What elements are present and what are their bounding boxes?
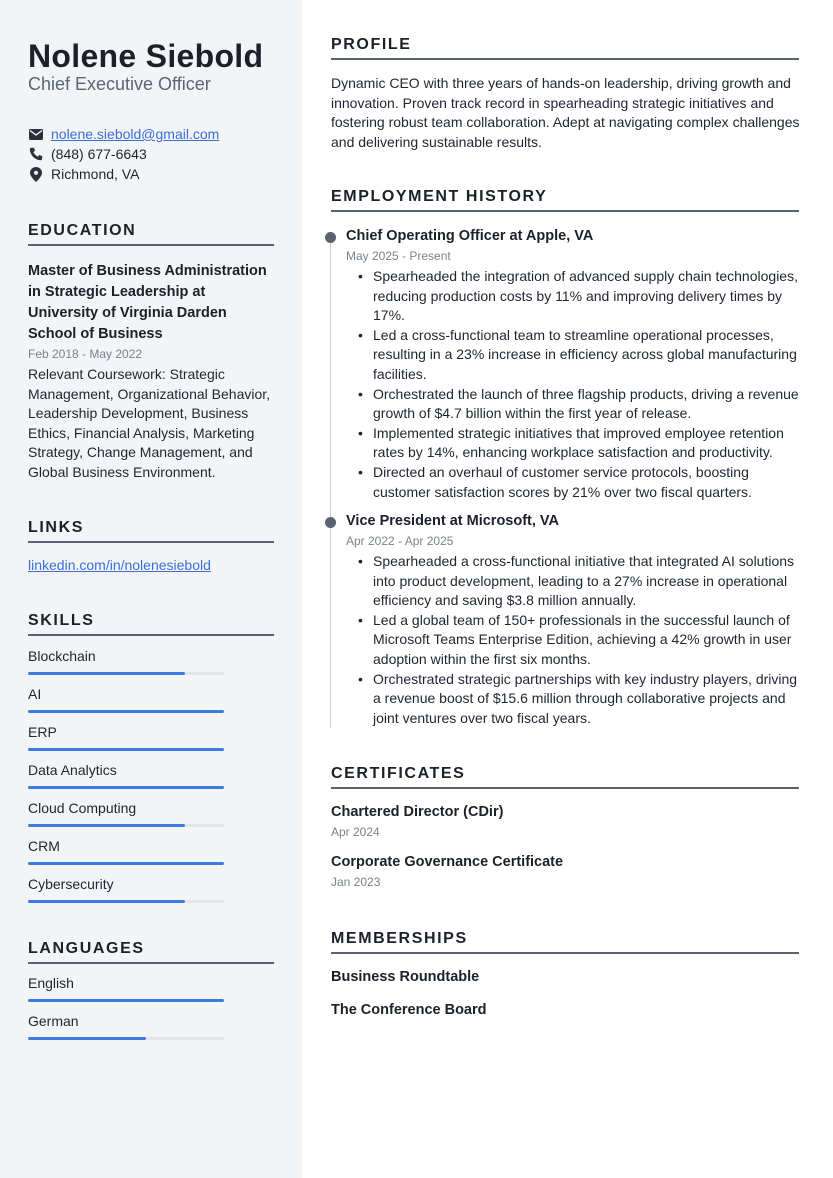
certificate-title: Corporate Governance Certificate	[331, 854, 564, 870]
list-item: • Orchestrated the launch of three flagship products, driving a revenue growth of $4.7 billion within the first year of release.	[346, 385, 801, 424]
sidebar	[0, 0, 302, 1178]
language-label: English	[28, 975, 74, 991]
education-degree: Master of Business Administration in Strategic Leadership at University of Virginia Darden School of Business	[28, 263, 267, 342]
membership-item: Business Roundtable	[331, 969, 480, 985]
skill-bar	[28, 672, 224, 675]
certificate-title: Chartered Director (CDir)	[331, 804, 504, 820]
skill-bar	[28, 900, 224, 903]
contact-location	[28, 166, 139, 182]
linkedin-link[interactable]: linkedin.com/in/nolenesiebold	[28, 557, 211, 573]
education-description: Relevant Coursework: Strategic Management, Organizational Behavior, Leadership Development, Business Ethics, Financial Analysis, Marketing Strategy, Change Management, and Global Business Environment.	[28, 366, 271, 480]
location-text: Richmond, VA	[51, 166, 140, 182]
certificates-divider	[331, 787, 799, 789]
education-heading: EDUCATION	[28, 222, 137, 239]
employment-divider	[331, 210, 799, 212]
timeline-dot	[325, 232, 336, 243]
job-title: Chief Operating Officer at Apple, VA	[346, 228, 594, 244]
memberships-divider	[331, 952, 799, 954]
skill-bar	[28, 710, 224, 713]
membership-item: The Conference Board	[331, 1002, 487, 1018]
links-heading: LINKS	[28, 519, 84, 536]
certificates-heading: CERTIFICATES	[331, 765, 466, 782]
skill-item	[28, 648, 224, 675]
language-bar	[28, 999, 224, 1002]
timeline-line	[330, 238, 331, 728]
language-item	[28, 1013, 224, 1040]
skill-bar-fill	[28, 786, 224, 789]
skill-bar	[28, 748, 224, 751]
language-bar-fill	[28, 1037, 146, 1040]
skill-bar	[28, 786, 224, 789]
skill-item	[28, 686, 224, 713]
education-dates: Feb 2018 - May 2022	[28, 347, 143, 361]
skill-item	[28, 876, 224, 903]
map-pin-icon	[28, 167, 43, 182]
list-item: • Orchestrated strategic partnerships with key industry players, driving a revenue boost of $15.6 million through collaborative projects and joint ventures over two fiscal years.	[346, 670, 801, 729]
job-bullets	[346, 552, 801, 728]
skill-label: Data Analytics	[28, 762, 117, 778]
skill-item	[28, 838, 224, 865]
certificate-date: Jan 2023	[331, 875, 381, 889]
skill-label: Cloud Computing	[28, 800, 137, 816]
job-dates: Apr 2022 - Apr 2025	[346, 534, 454, 548]
skill-label: ERP	[28, 724, 57, 740]
job-bullets	[346, 267, 801, 502]
contact-email	[28, 126, 219, 142]
phone-icon	[28, 147, 43, 162]
list-item: • Spearheaded the integration of advanced supply chain technologies, reducing production costs by 11% and improving delivery times by 17%.	[346, 267, 801, 326]
list-item: • Led a global team of 150+ professionals in the successful launch of Microsoft Teams Enterprise Edition, achieving a 42% growth in user adoption within the first six months.	[346, 611, 801, 670]
language-bar	[28, 1037, 224, 1040]
skill-label: AI	[28, 686, 42, 702]
language-item	[28, 975, 224, 1002]
skill-bar-fill	[28, 900, 185, 903]
skills-divider	[28, 634, 274, 636]
education-divider	[28, 244, 274, 246]
language-bar-fill	[28, 999, 224, 1002]
phone-number: (848) 677-6643	[51, 146, 147, 162]
timeline-dot	[325, 517, 336, 528]
job-dates: May 2025 - Present	[346, 249, 451, 263]
skill-item	[28, 762, 224, 789]
certificate-date: Apr 2024	[331, 825, 380, 839]
skills-heading: SKILLS	[28, 612, 95, 629]
list-item: • Implemented strategic initiatives that improved employee retention rates by 14%, enhancing workplace satisfaction and productivity.	[346, 424, 801, 463]
skill-bar-fill	[28, 824, 185, 827]
skill-bar	[28, 824, 224, 827]
email-link[interactable]: nolene.siebold@gmail.com	[51, 126, 220, 142]
job-title: Vice President at Microsoft, VA	[346, 513, 559, 529]
skill-label: Blockchain	[28, 648, 96, 664]
profile-divider	[331, 58, 799, 60]
languages-heading: LANGUAGES	[28, 940, 145, 957]
candidate-title: Chief Executive Officer	[28, 74, 211, 94]
candidate-name: Nolene Siebold	[28, 38, 264, 74]
skill-item	[28, 800, 224, 827]
list-item: • Spearheaded a cross-functional initiative that integrated AI solutions into product development, leading to a 27% increase in operational efficiency and saving $3.8 million annually.	[346, 552, 801, 611]
list-item: • Directed an overhaul of customer service protocols, boosting customer satisfaction scores by 21% over two fiscal quarters.	[346, 463, 801, 502]
skill-item	[28, 724, 224, 751]
skill-bar-fill	[28, 748, 224, 751]
languages-divider	[28, 962, 274, 964]
memberships-heading: MEMBERSHIPS	[331, 930, 468, 947]
envelope-icon	[28, 127, 43, 142]
skill-bar-fill	[28, 672, 185, 675]
profile-heading: PROFILE	[331, 36, 412, 53]
links-divider	[28, 541, 274, 543]
skill-bar	[28, 862, 224, 865]
contact-phone	[28, 146, 147, 162]
skill-label: CRM	[28, 838, 60, 854]
employment-heading: EMPLOYMENT HISTORY	[331, 188, 548, 205]
list-item: • Led a cross-functional team to streamline operational processes, resulting in a 23% increase in efficiency across global manufacturing facilities.	[346, 326, 801, 385]
profile-summary: Dynamic CEO with three years of hands-on leadership, driving growth and innovation. Proven track record in spearheading strategic initiatives and fostering robust team collaboration. Adept at navigating complex challenges and delivering sustainable results.	[331, 75, 800, 150]
language-label: German	[28, 1013, 79, 1029]
skill-label: Cybersecurity	[28, 876, 114, 892]
skill-bar-fill	[28, 710, 224, 713]
skill-bar-fill	[28, 862, 224, 865]
